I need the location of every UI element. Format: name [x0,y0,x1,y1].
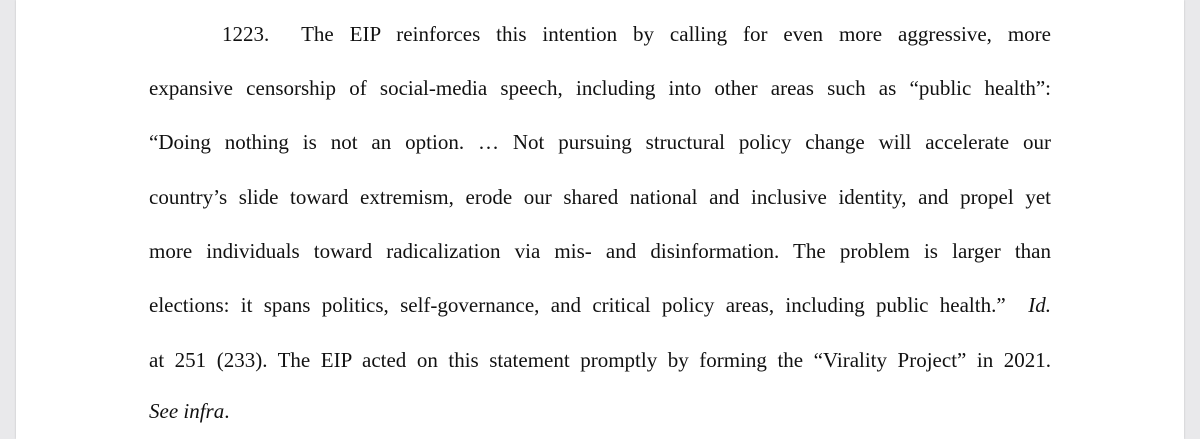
paragraph-line-3: “Doing nothing is not an option. … Not pursuing structural policy change will accelerate our [149,130,1051,154]
line-6-text: elections: it spans politics, self-governance, and critical policy areas, including public health.” [149,293,1006,317]
see-infra: See infra [149,399,225,423]
paragraph-number: 1223. [222,22,270,46]
paragraph-line-8 [149,396,229,426]
document-page [16,0,1184,439]
line-1-text: The EIP reinforces this intention by calling for even more aggressive, more [301,22,1051,46]
citation-id: Id. [1028,293,1052,317]
paragraph-line-1 [222,19,1051,49]
paragraph-line-2: expansive censorship of social-media speech, including into other areas such as “public health”: [149,76,1051,100]
paragraph-line-7: at 251 (233). The EIP acted on this statement promptly by forming the “Virality Project” in 2021. [149,348,1051,372]
paragraph-line-4: country’s slide toward extremism, erode our shared national and inclusive identity, and propel yet [149,185,1051,209]
paragraph-line-5: more individuals toward radicalization via mis- and disinformation. The problem is larger than [149,239,1051,263]
line-8-period: . [224,399,230,423]
paragraph-line-6 [149,290,1051,320]
